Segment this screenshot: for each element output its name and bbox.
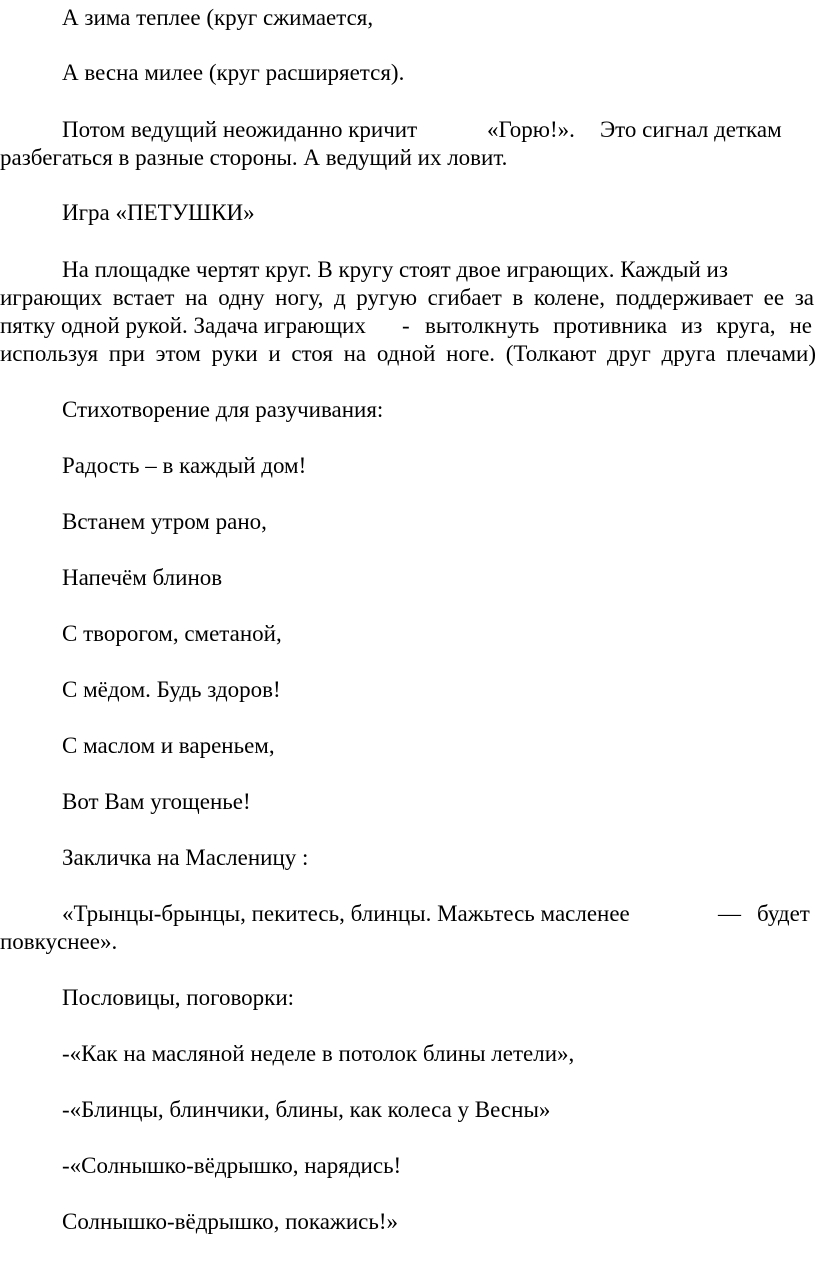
poem-line: Встанем утром рано, <box>62 509 267 534</box>
poem-line: Вот Вам угощенье! <box>62 789 251 814</box>
text-line: «Трынцы-брынцы, пекитесь, блинцы. Мажьтесь масленее <box>62 901 630 926</box>
text-line: Это сигнал деткам <box>600 117 782 142</box>
text-line: «Горю!». <box>487 117 575 142</box>
text-line: А весна милее (круг расширяется). <box>62 60 405 85</box>
text-line: пятку одной рукой. Задача играющих <box>0 313 366 338</box>
text-line: играющих встает на одну ногу, д ругую сгибает в колене, поддерживает ее за <box>0 285 814 310</box>
text-line: используя при этом руки и стоя на одной ноге. (Толкают друг друга плечами) <box>0 341 816 366</box>
poem-line: С мёдом. Будь здоров! <box>62 677 281 702</box>
section-heading: Закличка на Масленицу : <box>62 845 309 870</box>
section-heading: Пословицы, поговорки: <box>62 985 295 1010</box>
text-line: На площадке чертят круг. В кругу стоят двое играющих. Каждый из <box>62 257 728 282</box>
poem-title: Радость – в каждый дом! <box>62 453 307 478</box>
poem-line: С творогом, сметаной, <box>62 621 282 646</box>
proverb: -«Солнышко-вёдрышко, нарядись! <box>62 1153 402 1178</box>
text-line: — <box>718 901 741 926</box>
text-line: - <box>402 313 410 338</box>
section-heading: Стихотворение для разучивания: <box>62 397 384 422</box>
text-line: Потом ведущий неожиданно кричит <box>62 117 418 142</box>
text-line: А зима теплее (круг сжимается, <box>62 5 374 30</box>
proverb: Солнышко-вёдрышко, покажись!» <box>62 1209 398 1234</box>
text-line: разбегаться в разные стороны. А ведущий их ловит. <box>0 145 508 170</box>
proverb: -«Как на масляной неделе в потолок блины летели», <box>62 1041 575 1066</box>
poem-line: С маслом и вареньем, <box>62 733 275 758</box>
poem-line: Напечём блинов <box>62 565 223 590</box>
game-title: Игра «ПЕТУШКИ» <box>62 200 255 225</box>
text-line: вытолкнуть противника из круга, не <box>425 313 812 338</box>
proverb: -«Блинцы, блинчики, блины, как колеса у Весны» <box>62 1097 551 1122</box>
text-line: повкуснее». <box>0 929 118 954</box>
text-line: будет <box>757 901 810 926</box>
